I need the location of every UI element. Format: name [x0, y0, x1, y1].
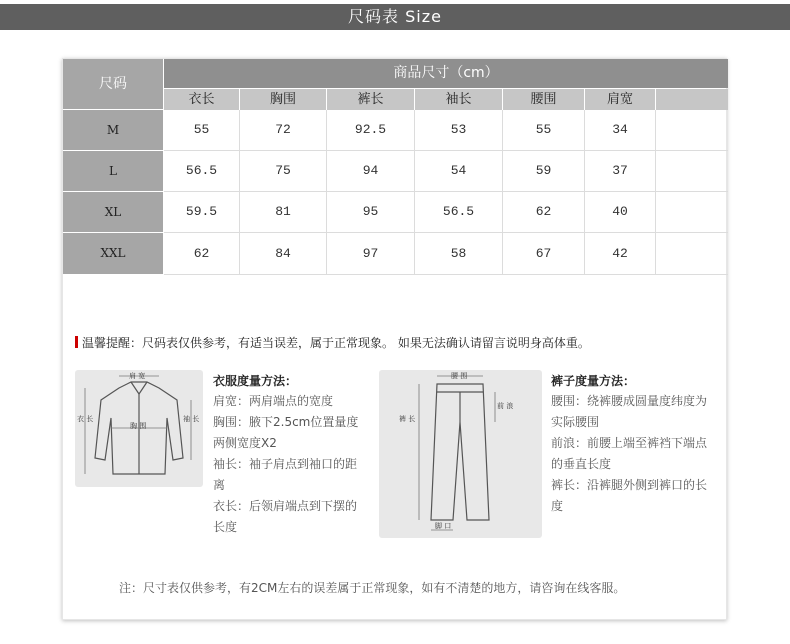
table-cell: 34: [585, 110, 656, 150]
chest-diagram-label: 胸 围: [130, 422, 147, 430]
shirt-diagram: [75, 370, 203, 487]
table-cell: 55: [164, 110, 240, 150]
shoulder-diagram-label: 肩 宽: [129, 372, 146, 380]
pants-method-line: 的垂直长度: [551, 457, 612, 471]
top-method-line: 胸围：腋下2.5cm位置量度: [213, 415, 359, 429]
top-method-line: 袖长：袖子肩点到袖口的距: [213, 457, 358, 471]
table-cell: 67: [503, 233, 585, 274]
page-title: 尺码表 Size: [348, 7, 442, 26]
page-header: [0, 4, 790, 30]
table-cell: 54: [415, 151, 503, 191]
row-divider: [164, 274, 728, 275]
table-cell: 62: [164, 233, 240, 274]
table-cell: 81: [240, 192, 327, 232]
pants-method-line: 前浪：前腰上端至裤裆下端点: [551, 436, 708, 450]
reminder-label: 温馨提醒：尺码表仅供参考，有适当误差，属于正常现象。 如果无法确认请留言说明身高体重。: [82, 336, 590, 350]
column-header-shoulder: 肩宽: [585, 89, 655, 110]
table-cell: 75: [240, 151, 327, 191]
column-header-length: 衣长: [164, 89, 239, 110]
pants-method-line: 裤长：沿裤腿外侧到裤口的长: [551, 478, 708, 492]
measurement-group-header: 商品尺寸（cm）: [164, 59, 728, 88]
table-cell: 58: [415, 233, 503, 274]
waist-diagram-label: 腰 围: [451, 372, 468, 380]
pants-method-title: 裤子度量方法：: [551, 374, 636, 388]
column-header-blank: [656, 89, 728, 110]
table-cell: 56.5: [415, 192, 503, 232]
table-cell: 55: [503, 110, 585, 150]
table-cell: 59: [503, 151, 585, 191]
pants-length-diagram-label: 裤 长: [399, 415, 416, 423]
table-cell: 59.5: [164, 192, 240, 232]
row-label-m: M: [63, 110, 163, 150]
pants-method-line: 度: [551, 499, 564, 513]
sleeve-diagram-label: 袖 长: [183, 415, 200, 423]
table-cell: 97: [327, 233, 415, 274]
pants-method-line: 实际腰围: [551, 415, 600, 429]
leg-opening-diagram-label: 脚 口: [435, 522, 452, 530]
rise-diagram-label: 前 浪: [497, 402, 514, 410]
top-method-line: 离: [213, 478, 226, 492]
pants-diagram: [379, 370, 542, 538]
top-method-title: 衣服度量方法：: [213, 374, 298, 388]
row-label-xl: XL: [63, 192, 163, 232]
table-cell: 94: [327, 151, 415, 191]
length-diagram-label: 衣 长: [77, 415, 94, 423]
table-cell: 62: [503, 192, 585, 232]
top-method-line: 肩宽：两肩端点的宽度: [213, 394, 334, 408]
disclaimer-note: 注：尺寸表仅供参考，有2CM左右的误差属于正常现象，如有不清楚的地方，请咨询在线客服。: [119, 581, 626, 595]
size-chart-card: [62, 58, 727, 620]
row-label-l: L: [63, 151, 163, 191]
size-column-header: 尺码: [63, 59, 163, 109]
top-method-line: 长度: [213, 520, 238, 534]
table-cell: 92.5: [327, 110, 415, 150]
table-cell: 56.5: [164, 151, 240, 191]
pants-method-line: 腰围：绕裤腰成圆量度纬度为: [551, 394, 708, 408]
table-cell: 53: [415, 110, 503, 150]
row-label-xxl: XXL: [63, 233, 163, 274]
table-cell: 95: [327, 192, 415, 232]
column-header-pants-length: 裤长: [327, 89, 414, 110]
column-header-waist: 腰围: [503, 89, 584, 110]
column-header-sleeve: 袖长: [415, 89, 502, 110]
red-marker-icon: [75, 336, 78, 348]
table-cell: 40: [585, 192, 656, 232]
top-method-line: 衣长：后领肩端点到下摆的: [213, 499, 358, 513]
top-method-line: 两侧宽度X2: [213, 436, 277, 450]
table-cell: 84: [240, 233, 327, 274]
reminder-text: [75, 334, 590, 351]
table-cell: 37: [585, 151, 656, 191]
column-header-chest: 胸围: [240, 89, 326, 110]
pants-icon: [379, 370, 542, 538]
table-cell: 42: [585, 233, 656, 274]
table-cell: 72: [240, 110, 327, 150]
